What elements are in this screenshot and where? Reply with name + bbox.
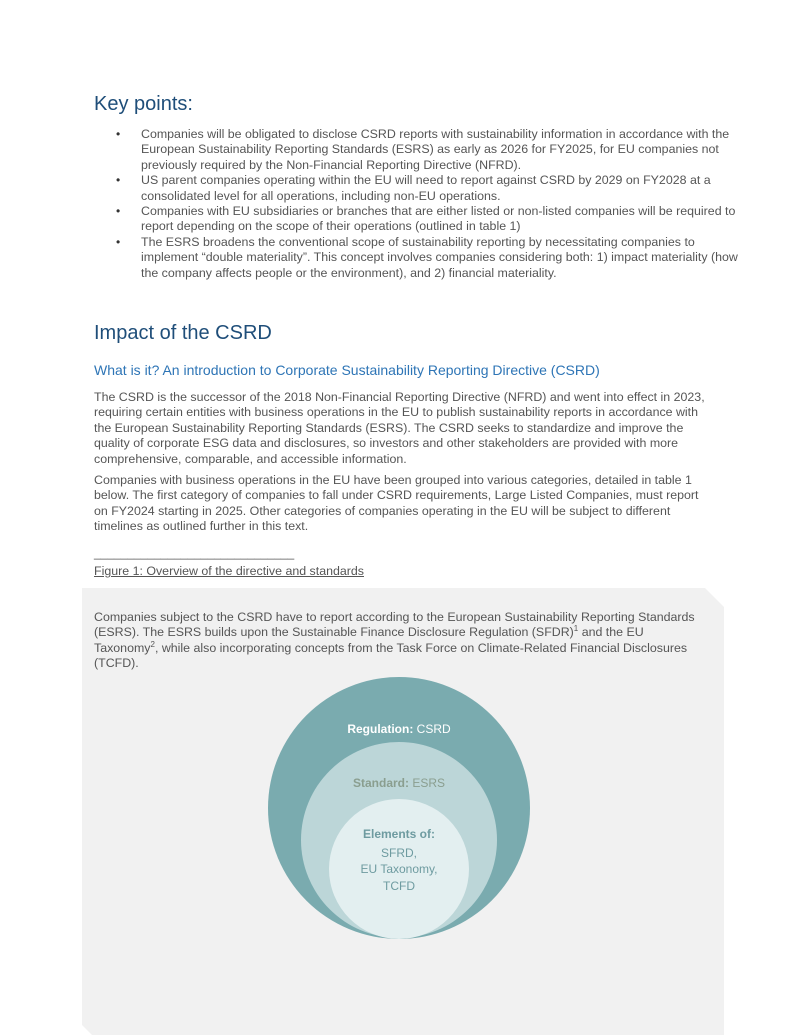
list-item: • Companies will be obligated to disclose CSRD reports with sustainability information in accordance with the European Sustainability Reporting Standards (ESRS) as early as 2026 for FY2025, for EU companies not previously required by the Non-Financial Reporting Directive (NFRD).	[141, 127, 753, 173]
regulation-label-bold: Regulation:	[347, 722, 414, 736]
standard-label	[353, 776, 445, 790]
key-points-heading: Key points:	[94, 93, 193, 115]
footnote-rule: ______________________________	[94, 546, 295, 560]
figure-description	[94, 610, 706, 672]
list-item: • The ESRS broadens the conventional scope of sustainability reporting by necessitating companies to implement “double materiality”. This concept involves companies considering both: 1) impact materiality (how the company affects people or the environment), and 2) financial materiality.	[141, 235, 753, 281]
elements-tcfd: TCFD	[383, 879, 415, 893]
figure-text-part1: Companies subject to the CSRD have to report according to the European Sustainability Reporting Standards (ESRS). The ESRS builds upon the Sustainable Finance Disclosure Regulation (SFDR)	[94, 610, 695, 640]
regulation-label-text: CSRD	[413, 722, 451, 736]
figure-caption: Figure 1: Overview of the directive and standards	[94, 564, 364, 578]
elements-sfrd: SFRD,	[381, 846, 417, 860]
standard-label-text: ESRS	[409, 776, 446, 790]
figure-text-part2: and the EU Taxonomy	[94, 625, 644, 655]
categories-paragraph: Companies with business operations in the EU have been grouped into various categories, detailed in table 1 below. The first category of companies to fall under CSRD requirements, Large Listed Companies, must report on FY2024 starting in 2025. Other categories of companies operating in the EU will be subject to different timelines as outlined further in this text.	[94, 473, 699, 534]
regulation-label	[347, 722, 451, 736]
csrd-subheading: What is it? An introduction to Corporate Sustainability Reporting Directive (CSRD)	[94, 362, 600, 378]
list-item: • US parent companies operating within the EU will need to report against CSRD by 2029 on FY2028 at a consolidated level for all operations, including non-EU operations.	[141, 173, 753, 204]
figure-text-part3: , while also incorporating concepts from the Task Force on Climate-Related Financial Disclosures (TCFD).	[94, 640, 688, 671]
key-points-list	[94, 127, 753, 281]
nested-circles-diagram	[268, 677, 532, 941]
impact-heading: Impact of the CSRD	[94, 322, 272, 344]
csrd-intro-paragraph: The CSRD is the successor of the 2018 Non-Financial Reporting Directive (NFRD) and went into effect in 2023, requiring certain entities with business operations in the EU to publish sustainability reports in accordance with the European Sustainability Reporting Standards (ESRS). The CSRD seeks to standardize and improve the quality of corporate ESG data and disclosures, so investors and other stakeholders are provided with more comprehensive, comparable, and accessible information.	[94, 390, 705, 466]
footnote-ref-1[interactable]: 1	[573, 624, 579, 634]
footnote-ref-2[interactable]: 2	[150, 639, 155, 649]
elements-label: Elements of:	[362, 827, 436, 841]
standard-label-bold: Standard:	[352, 776, 409, 790]
list-item: • Companies with EU subsidiaries or branches that are either listed or non-listed companies will be required to report depending on the scope of their operations (outlined in table 1)	[141, 204, 753, 235]
elements-eu-taxonomy: EU Taxonomy,	[360, 862, 438, 876]
